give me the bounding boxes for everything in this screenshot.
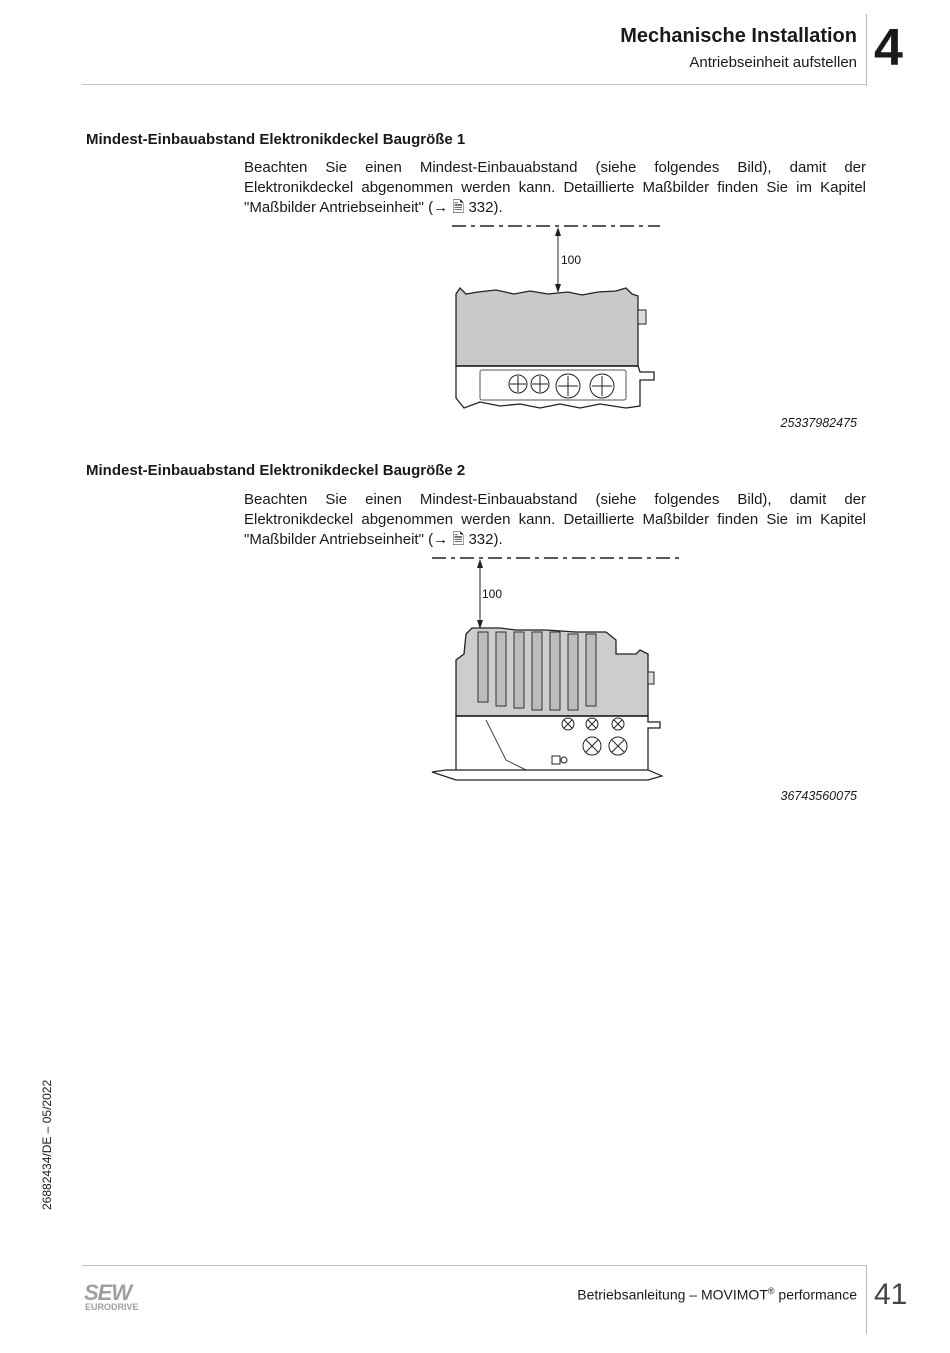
page-number: 41 — [874, 1278, 908, 1311]
section-2-paragraph: Beachten Sie einen Mindest-Einbauabstand (siehe folgendes Bild), damit der Elektronikdeckel abgenommen werden kann. Detaillierte Maßbilder finden Sie im Kapitel "Maßbilder Antriebseinheit" (→ 🗎 332). — [244, 491, 866, 548]
footer-document-title: Betriebsanleitung – MOVIMOT® performance — [577, 1286, 857, 1303]
svg-text:EURODRIVE: EURODRIVE — [85, 1302, 139, 1312]
dimension-label-1: 100 — [561, 253, 582, 267]
figure-size-1-drawing — [430, 218, 680, 418]
figure-2-id: 36743560075 — [780, 789, 857, 803]
section-1-paragraph: Beachten Sie einen Mindest-Einbauabstand (siehe folgendes Bild), damit der Elektronikdeckel abgenommen werden kann. Detaillierte Maßbilder finden Sie im Kapitel "Maßbilder Antriebseinheit" (→ 🗎 332). — [244, 159, 866, 216]
dimension-label-2: 100 — [482, 587, 503, 601]
section-1-heading: Mindest-Einbauabstand Elektronikdeckel Baugröße 1 — [86, 131, 466, 148]
figure-1-id: 25337982475 — [780, 416, 857, 430]
section-2-heading: Mindest-Einbauabstand Elektronikdeckel Baugröße 2 — [86, 462, 466, 479]
footer-divider-vertical — [866, 1266, 867, 1334]
svg-text:SEW: SEW — [84, 1280, 132, 1305]
header-divider-vertical — [866, 14, 867, 86]
footer-rule — [82, 1265, 867, 1266]
header-rule — [82, 84, 867, 85]
header-title: Mechanische Installation — [620, 25, 857, 47]
figure-size-2-drawing — [426, 550, 688, 790]
header-subtitle: Antriebseinheit aufstellen — [689, 54, 857, 71]
sew-eurodrive-logo — [84, 1280, 164, 1312]
chapter-number: 4 — [874, 19, 903, 77]
document-code: 26882434/DE – 05/2022 — [40, 1079, 54, 1210]
